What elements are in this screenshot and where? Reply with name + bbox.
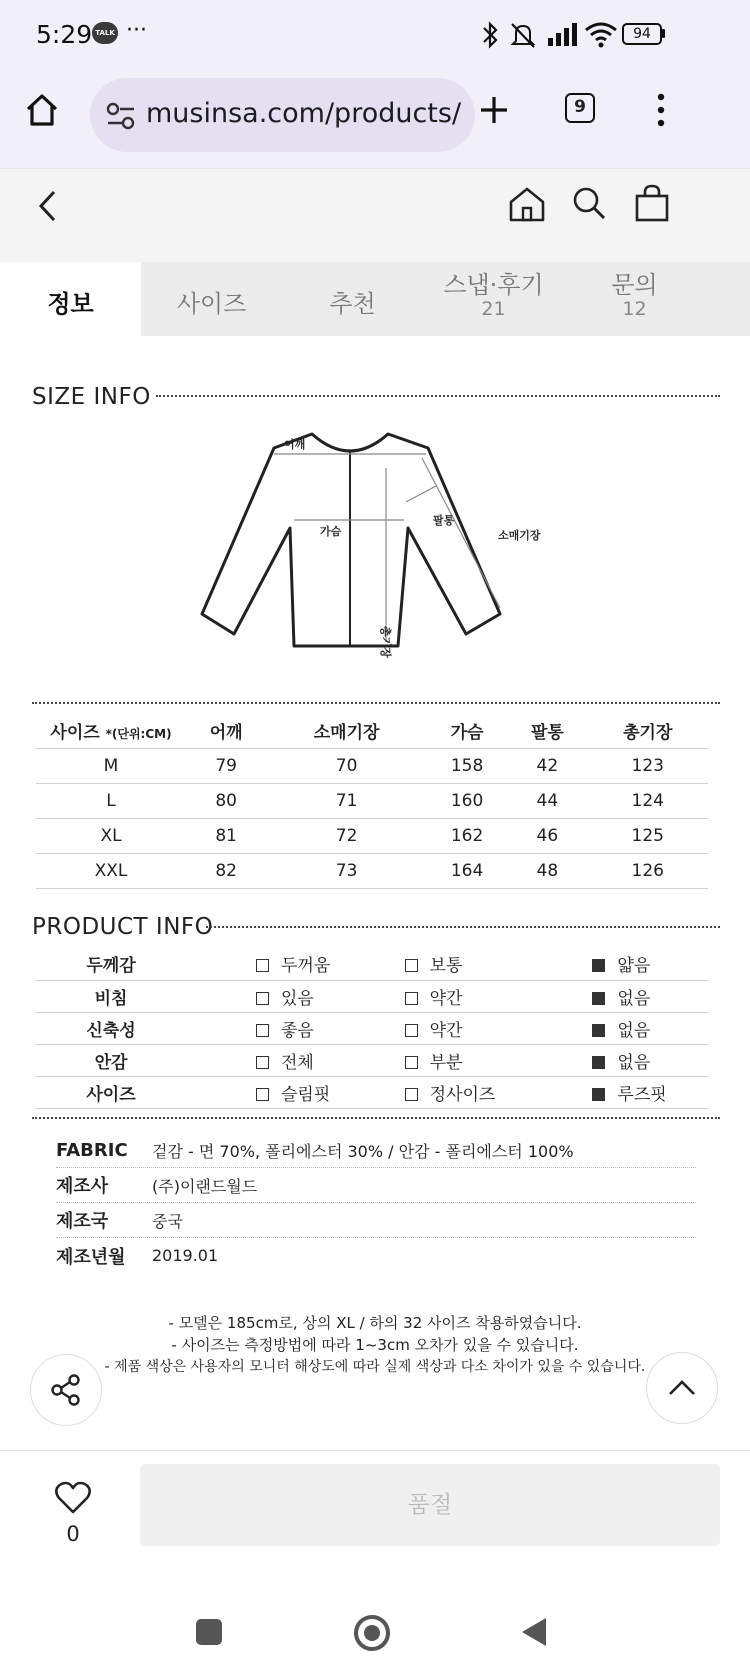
chevron-up-icon — [667, 1378, 697, 1398]
like-button[interactable] — [48, 1481, 98, 1551]
diagram-label-chest: 가슴 — [320, 525, 342, 538]
list-item: 신축성 좋음 약간 없음 — [36, 1012, 708, 1044]
shop-home-icon[interactable] — [508, 185, 546, 223]
home-icon[interactable] — [24, 92, 60, 128]
table-row: M 79 70 158 42 123 — [36, 748, 708, 783]
back-button[interactable] — [520, 1616, 548, 1648]
search-icon[interactable] — [571, 185, 607, 221]
status-bar — [0, 0, 750, 72]
browser-menu-icon[interactable] — [655, 92, 667, 128]
home-button[interactable] — [354, 1615, 390, 1651]
product-meta — [56, 1133, 696, 1273]
jacket-size-diagram — [200, 428, 540, 658]
status-time: 5:29 — [36, 20, 93, 49]
table-row: L 80 71 160 44 124 — [36, 783, 708, 818]
tab-switcher-button[interactable]: 9 — [565, 93, 595, 123]
diagram-label-sleeve: 소매기장 — [498, 529, 541, 542]
bluetooth-icon — [480, 20, 500, 50]
system-nav-bar — [0, 1570, 750, 1667]
like-count: 0 — [66, 1522, 80, 1546]
shopping-bag-icon[interactable] — [634, 183, 670, 223]
share-button[interactable] — [30, 1354, 102, 1426]
size-table — [36, 713, 708, 889]
purchase-bar — [0, 1450, 750, 1570]
meta-row-date: 제조년월 2019.01 — [56, 1246, 219, 1268]
meta-row-manufacturer: 제조사 (주)이랜드월드 — [56, 1168, 696, 1203]
tab-info[interactable]: 정보 — [0, 262, 141, 336]
review-count: 21 — [481, 298, 506, 320]
recent-apps-button[interactable] — [196, 1619, 222, 1645]
battery-icon: 94 — [622, 23, 662, 45]
url-text: musinsa.com/products/ — [146, 98, 462, 129]
browser-toolbar — [0, 72, 750, 168]
tab-snap-review[interactable]: 스냅·후기 21 — [423, 262, 564, 336]
list-item: 두께감 두꺼움 보통 얇음 — [36, 948, 708, 980]
buy-button[interactable]: 품절 — [140, 1464, 720, 1546]
checkbox-icon — [256, 1024, 269, 1037]
app-header — [0, 168, 750, 262]
heart-icon — [54, 1481, 92, 1515]
signal-icon — [546, 22, 580, 46]
diagram-label-shoulder: 어깨 — [284, 438, 306, 451]
meta-row-country: 제조국 중국 — [56, 1203, 696, 1238]
checkbox-icon — [256, 1088, 269, 1101]
product-info-heading: PRODUCT INFO — [32, 914, 214, 940]
checkbox-icon — [405, 1056, 418, 1069]
table-row: XXL 82 73 164 48 126 — [36, 853, 708, 888]
checked-box-icon — [592, 992, 605, 1005]
table-row: XL 81 72 162 46 125 — [36, 818, 708, 853]
new-tab-icon[interactable] — [478, 94, 510, 126]
wifi-icon — [584, 20, 618, 48]
checkbox-icon — [256, 959, 269, 972]
checked-box-icon — [592, 1056, 605, 1069]
tab-size[interactable]: 사이즈 — [176, 290, 247, 318]
checkbox-icon — [405, 1088, 418, 1101]
back-arrow-icon[interactable] — [36, 189, 60, 223]
product-tabs — [0, 262, 750, 336]
size-info-heading: SIZE INFO — [32, 384, 151, 410]
diagram-label-upper-arm: 팔통 — [433, 514, 455, 527]
checkbox-icon — [405, 1024, 418, 1037]
share-icon — [49, 1373, 83, 1407]
checked-box-icon — [592, 1088, 605, 1101]
size-table-header: 사이즈 *(단위:CM) 어깨 소매기장 가슴 팔통 총기장 — [36, 713, 708, 748]
inquiry-count: 12 — [622, 298, 647, 320]
checkbox-icon — [256, 1056, 269, 1069]
mute-icon — [508, 20, 538, 50]
kakaotalk-icon: TALK — [92, 22, 118, 44]
list-item: 안감 전체 부분 없음 — [36, 1044, 708, 1076]
list-item: 사이즈 슬림핏 정사이즈 루즈핏 — [36, 1076, 708, 1108]
checkbox-icon — [405, 959, 418, 972]
checkbox-icon — [256, 992, 269, 1005]
checked-box-icon — [592, 959, 605, 972]
address-bar[interactable] — [90, 78, 475, 152]
tab-recommend[interactable]: 추천 — [329, 290, 376, 318]
diagram-label-length: 총기장 — [379, 626, 392, 658]
tab-inquiry[interactable]: 문의 12 — [564, 262, 705, 336]
product-info-table — [36, 948, 708, 1109]
list-item: 비침 있음 약간 없음 — [36, 980, 708, 1012]
meta-row-fabric: FABRIC 겉감 - 면 70%, 폴리에스터 30% / 안감 - 폴리에스터 100% — [56, 1133, 696, 1168]
site-settings-icon[interactable] — [106, 102, 136, 130]
more-notifications-icon: ··· — [126, 18, 147, 43]
checked-box-icon — [592, 1024, 605, 1037]
scroll-top-button[interactable] — [646, 1352, 718, 1424]
checkbox-icon — [405, 992, 418, 1005]
size-notes: - 모델은 185cm로, 상의 XL / 하의 32 사이즈 착용하였습니다. - 사이즈는 측정방법에 따라 1~3cm 오차가 있을 수 있습니다. - 제품 색상은 사용자의 모니터 해상도에 따라 실제 색상과 다소 차이가 있을 수 있습니다. — [104, 1314, 646, 1375]
